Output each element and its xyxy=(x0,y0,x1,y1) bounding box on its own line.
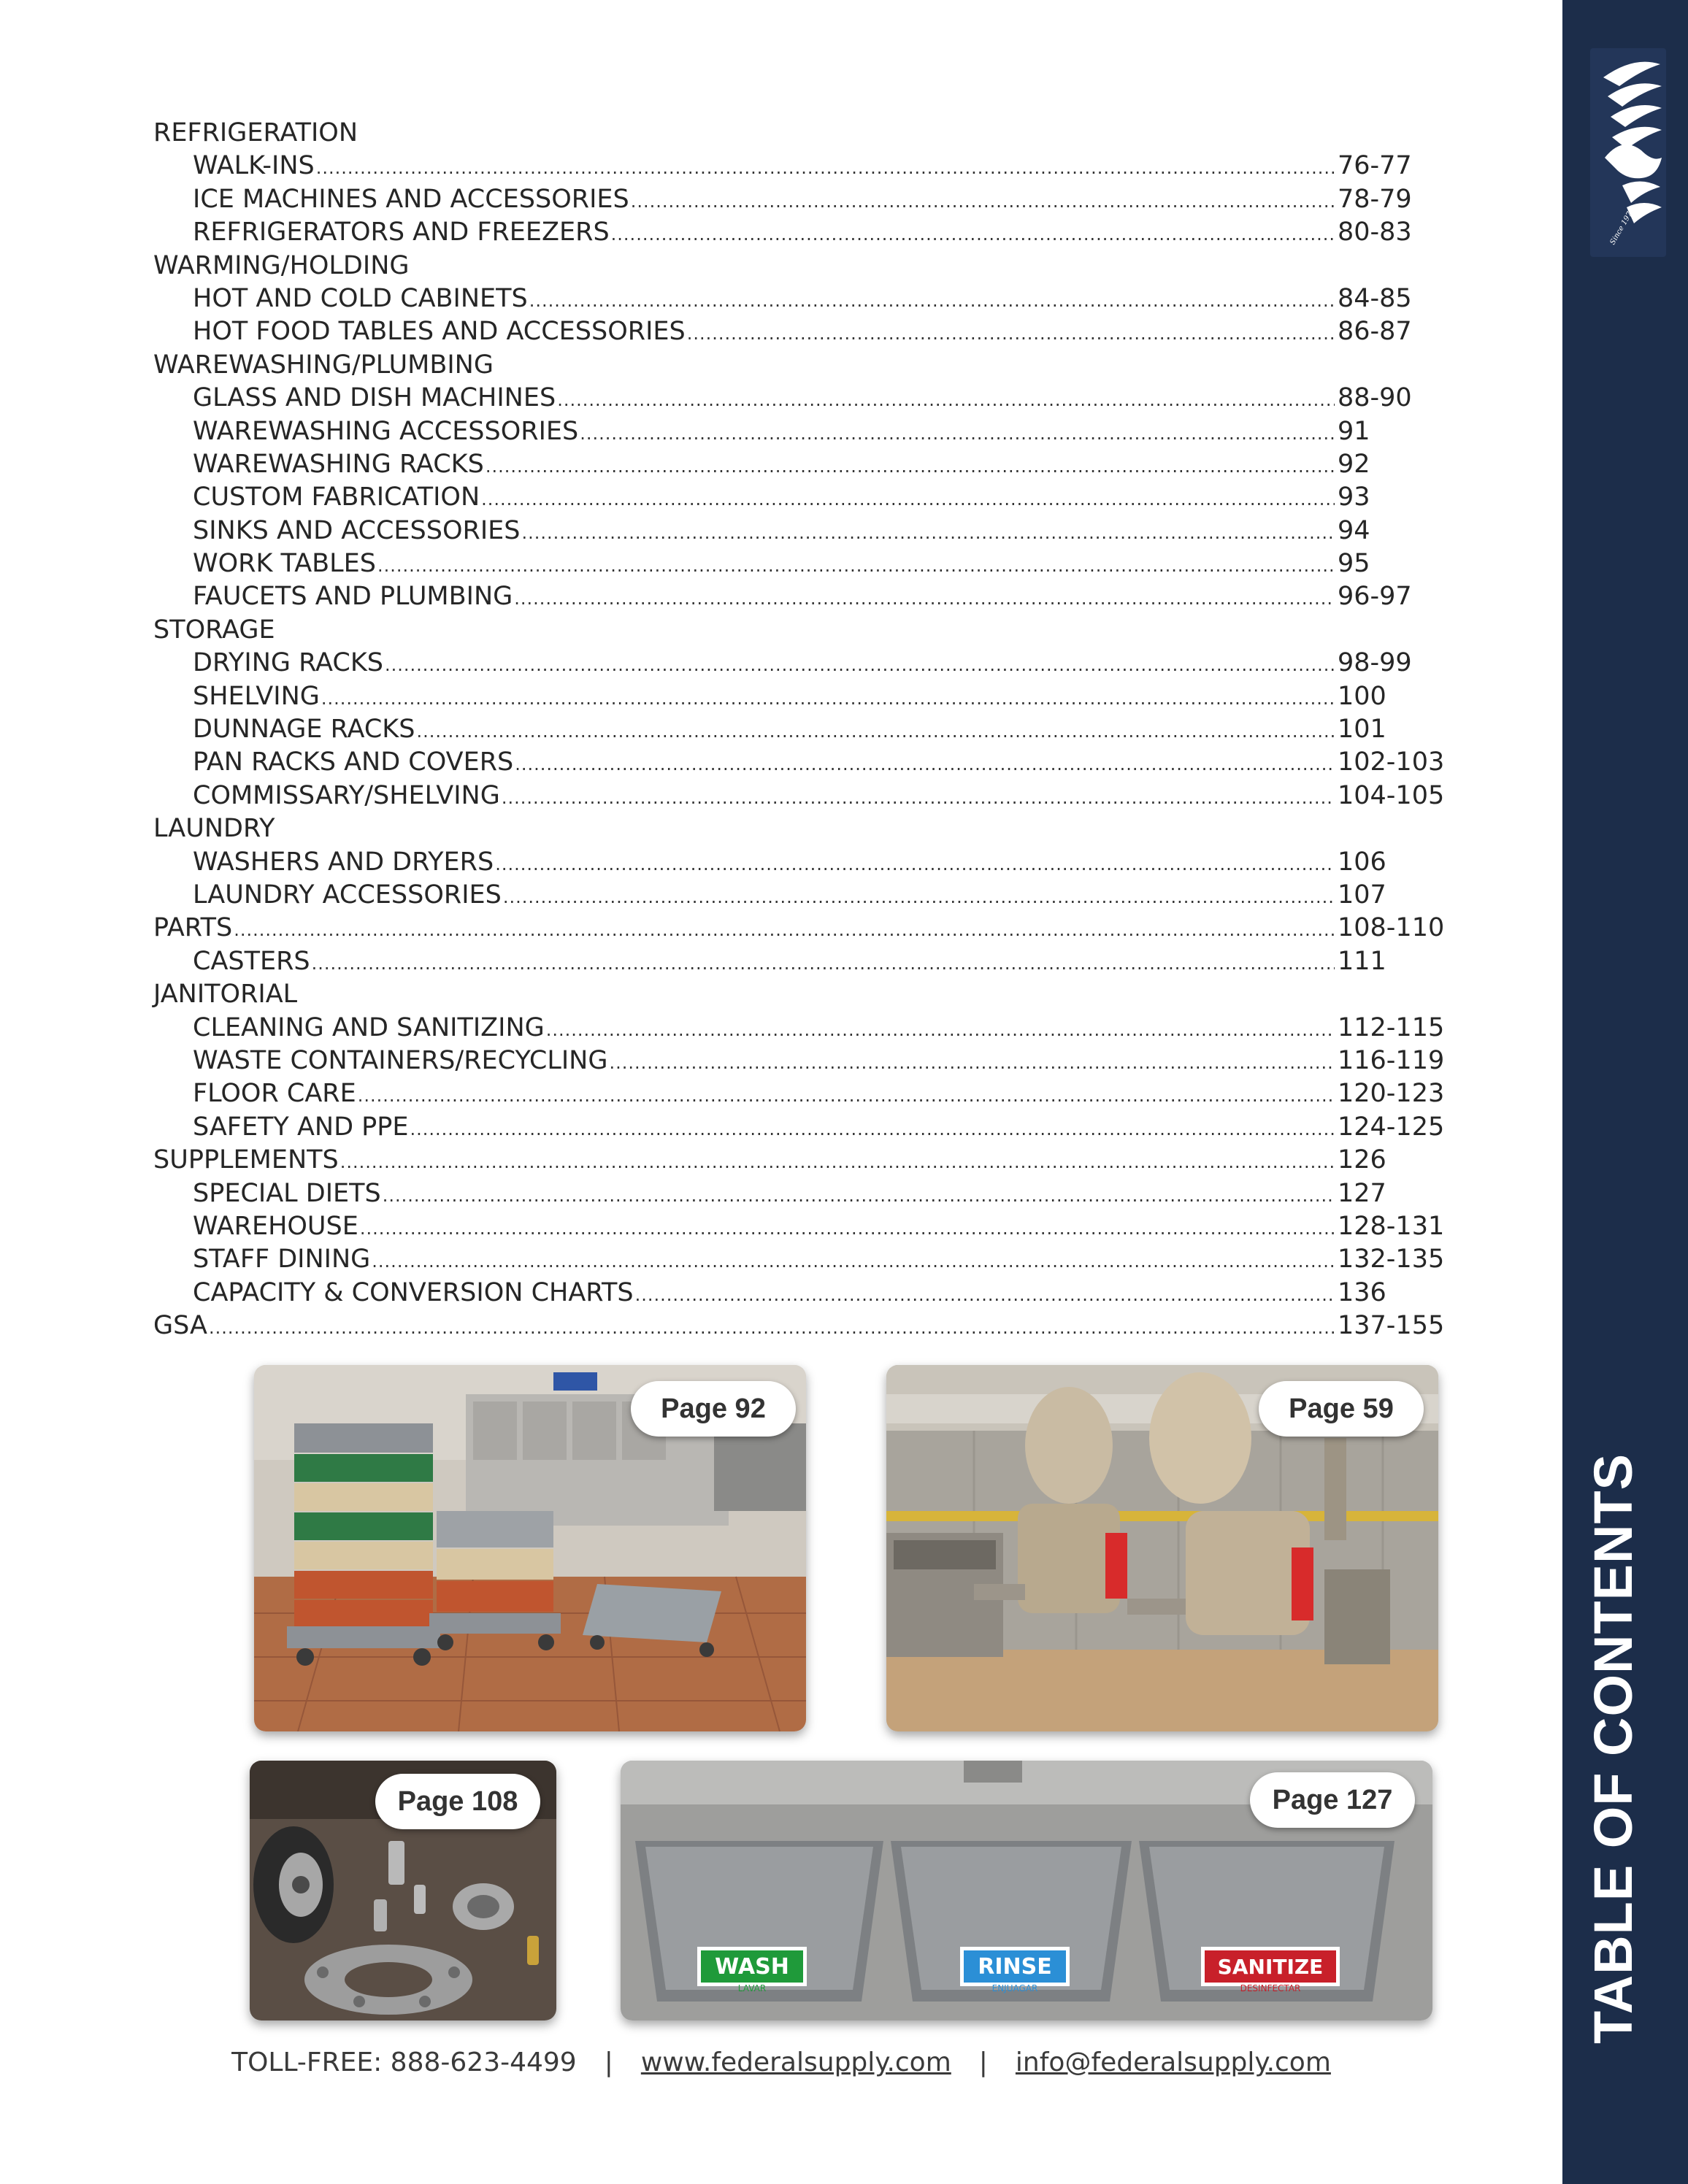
toc-entry-label: SPECIAL DIETS xyxy=(193,1178,381,1208)
toc-subentry xyxy=(153,1243,1445,1276)
dot-leader xyxy=(321,680,1335,715)
photo-wash-rinse-sanitize-bins xyxy=(621,1761,1432,2020)
toc-entry-label: CASTERS xyxy=(193,946,310,976)
toll-free-phone: TOLL-FREE: 888-623-4499 xyxy=(231,2048,577,2077)
toc-section-heading xyxy=(153,912,1445,945)
page-badge: Page 59 xyxy=(1259,1381,1424,1437)
dot-leader xyxy=(609,1045,1335,1080)
dot-leader xyxy=(316,150,1335,185)
toc-entry-label: DRYING RACKS xyxy=(193,648,383,678)
table-of-contents xyxy=(153,117,1445,1342)
toc-entry-label: WAREHOUSE xyxy=(193,1211,358,1241)
toc-section-heading xyxy=(153,812,1438,845)
photo-warewashing-racks xyxy=(254,1365,806,1731)
page-badge: Page 92 xyxy=(631,1381,796,1437)
dot-leader xyxy=(546,1012,1335,1047)
svg-text:SANITIZE: SANITIZE xyxy=(1217,1955,1324,1979)
toc-entry-label: PARTS xyxy=(153,913,233,943)
toc-entry-label: DUNNAGE RACKS xyxy=(193,715,415,745)
page-title: TABLE OF CONTENTS xyxy=(1583,1453,1643,2044)
toc-page-number: 107 xyxy=(1338,880,1386,910)
dot-leader xyxy=(635,1277,1335,1312)
toc-entry-label: SAFETY AND PPE xyxy=(193,1112,409,1142)
toc-page-number: 120-123 xyxy=(1338,1079,1445,1109)
toc-page-number: 94 xyxy=(1338,515,1370,545)
dot-leader xyxy=(377,547,1335,582)
toc-page-number: 98-99 xyxy=(1338,648,1412,678)
toc-page-number: 80-83 xyxy=(1338,218,1412,247)
dot-leader xyxy=(209,1310,1335,1345)
toc-page-number: 76-77 xyxy=(1338,151,1412,181)
toc-subentry xyxy=(153,216,1438,249)
dot-leader xyxy=(383,1177,1335,1212)
toc-page-number: 108-110 xyxy=(1338,913,1445,943)
dot-leader xyxy=(416,713,1335,748)
toc-page-number: 128-131 xyxy=(1338,1211,1445,1241)
toc-page-number: 86-87 xyxy=(1338,317,1412,347)
svg-text:WASH: WASH xyxy=(715,1954,789,1980)
toc-entry-label: WALK-INS xyxy=(193,151,315,181)
dot-leader xyxy=(515,746,1335,781)
toc-page-number: 92 xyxy=(1338,449,1370,479)
email-link[interactable]: info@federalsupply.com xyxy=(1015,2048,1331,2077)
toc-subentry xyxy=(153,746,1445,779)
toc-subentry xyxy=(153,448,1438,481)
toc-subentry xyxy=(153,415,1438,448)
toc-entry-label: WAREWASHING ACCESSORIES xyxy=(193,416,579,446)
toc-entry-label: GLASS AND DISH MACHINES xyxy=(193,383,556,413)
toc-subentry xyxy=(153,1077,1445,1110)
dot-leader xyxy=(503,879,1335,914)
dot-leader xyxy=(312,945,1335,980)
toc-section-heading xyxy=(153,349,1438,382)
toc-page-number: 88-90 xyxy=(1338,383,1412,413)
toc-entry-label: REFRIGERATORS AND FREEZERS xyxy=(193,218,610,247)
toc-page-number: 95 xyxy=(1338,549,1370,579)
dot-leader xyxy=(502,780,1335,815)
page-badge: Page 108 xyxy=(375,1774,540,1829)
toc-subentry xyxy=(153,647,1438,680)
toc-page-number: 106 xyxy=(1338,847,1386,877)
dot-leader xyxy=(495,846,1335,881)
toc-subentry xyxy=(153,713,1438,746)
toc-page-number: 127 xyxy=(1338,1178,1386,1208)
svg-text:RINSE: RINSE xyxy=(978,1954,1052,1980)
dot-leader xyxy=(529,282,1335,318)
toc-subentry xyxy=(153,580,1438,613)
dot-leader xyxy=(486,448,1335,483)
toc-entry-label: FLOOR CARE xyxy=(193,1079,356,1109)
toc-subentry xyxy=(153,1177,1438,1210)
toc-entry-label: LAUNDRY ACCESSORIES xyxy=(193,880,502,910)
toc-entry-label: GSA xyxy=(153,1311,207,1341)
toc-page-number: 93 xyxy=(1338,482,1370,512)
toc-section-heading xyxy=(153,250,1438,282)
toc-subentry xyxy=(153,150,1438,182)
toc-entry-label: COMMISSARY/SHELVING xyxy=(193,780,500,810)
brand-logo xyxy=(1590,48,1666,257)
toc-section-heading xyxy=(153,1144,1438,1177)
toc-entry-label: JANITORIAL xyxy=(153,980,298,1010)
toc-page-number: 96-97 xyxy=(1338,582,1412,612)
footer-separator: | xyxy=(978,2048,988,2077)
toc-entry-label: HOT AND COLD CABINETS xyxy=(193,283,528,313)
dot-leader xyxy=(340,1144,1335,1179)
dot-leader xyxy=(234,912,1335,947)
toc-page-number: 78-79 xyxy=(1338,184,1412,214)
toc-entry-label: CAPACITY & CONVERSION CHARTS xyxy=(193,1277,634,1307)
dot-leader xyxy=(372,1243,1335,1278)
dot-leader xyxy=(631,183,1335,218)
toc-subentry xyxy=(153,315,1438,348)
toc-entry-label: ICE MACHINES AND ACCESSORIES xyxy=(193,184,629,214)
toc-page-number: 132-135 xyxy=(1338,1245,1445,1274)
toc-entry-label: REFRIGERATION xyxy=(153,118,358,147)
website-link[interactable]: www.federalsupply.com xyxy=(640,2048,951,2077)
toc-subentry xyxy=(153,879,1438,912)
toc-entry-label: HOT FOOD TABLES AND ACCESSORIES xyxy=(193,317,686,347)
toc-section-heading xyxy=(153,117,1438,150)
dot-leader xyxy=(410,1111,1335,1146)
toc-entry-label: WASTE CONTAINERS/RECYCLING xyxy=(193,1045,608,1075)
dot-leader xyxy=(611,216,1335,251)
dot-leader xyxy=(385,647,1335,682)
toc-entry-label: WAREWASHING RACKS xyxy=(193,449,484,479)
svg-text:DESINFECTAR: DESINFECTAR xyxy=(1240,1983,1301,1993)
toc-section-heading xyxy=(153,1310,1445,1342)
toc-subentry xyxy=(153,680,1438,713)
toc-subentry xyxy=(153,780,1445,812)
toc-subentry xyxy=(153,183,1438,216)
toc-entry-label: STORAGE xyxy=(153,615,275,645)
toc-page-number: 100 xyxy=(1338,681,1386,711)
toc-page-number: 104-105 xyxy=(1338,780,1445,810)
svg-text:ENJUAGAR: ENJUAGAR xyxy=(991,1983,1038,1993)
toc-page-number: 126 xyxy=(1338,1145,1386,1175)
toc-page-number: 111 xyxy=(1338,946,1386,976)
toc-entry-label: CLEANING AND SANITIZING xyxy=(193,1012,545,1042)
dot-leader xyxy=(557,382,1335,417)
toc-page-number: 84-85 xyxy=(1338,283,1412,313)
eagle-logo-icon xyxy=(1590,48,1666,257)
footer-separator: | xyxy=(604,2048,613,2077)
toc-page-number: 116-119 xyxy=(1338,1045,1445,1075)
page-badge: Page 127 xyxy=(1250,1772,1415,1828)
svg-text:Since 1978: Since 1978 xyxy=(1608,206,1637,247)
toc-subentry xyxy=(153,481,1438,514)
toc-entry-label: CUSTOM FABRICATION xyxy=(193,482,480,512)
dot-leader xyxy=(514,580,1335,615)
toc-entry-label: WASHERS AND DRYERS xyxy=(193,847,494,877)
dot-leader xyxy=(580,415,1335,450)
toc-entry-label: FAUCETS AND PLUMBING xyxy=(193,582,513,612)
toc-subentry xyxy=(153,846,1438,879)
dot-leader xyxy=(360,1210,1335,1245)
toc-page-number: 102-103 xyxy=(1338,747,1445,777)
toc-section-heading xyxy=(153,978,1438,1011)
photo-steam-kettles xyxy=(886,1365,1438,1731)
footer xyxy=(0,2048,1562,2077)
dot-leader xyxy=(522,515,1335,550)
toc-entry-label: SINKS AND ACCESSORIES xyxy=(193,515,521,545)
toc-page-number: 112-115 xyxy=(1338,1012,1445,1042)
toc-page-number: 137-155 xyxy=(1338,1311,1445,1341)
toc-subentry xyxy=(153,515,1438,547)
toc-subentry xyxy=(153,1012,1445,1045)
toc-entry-label: STAFF DINING xyxy=(193,1245,371,1274)
toc-subentry xyxy=(153,1210,1445,1243)
toc-section-heading xyxy=(153,614,1438,647)
toc-subentry xyxy=(153,547,1438,580)
toc-subentry xyxy=(153,1111,1445,1144)
toc-entry-label: WARMING/HOLDING xyxy=(153,250,410,280)
toc-subentry xyxy=(153,382,1438,415)
toc-entry-label: WAREWASHING/PLUMBING xyxy=(153,350,494,380)
toc-entry-label: LAUNDRY xyxy=(153,814,275,844)
toc-page-number: 91 xyxy=(1338,416,1370,446)
dot-leader xyxy=(358,1077,1335,1112)
toc-subentry xyxy=(153,1277,1438,1310)
toc-subentry xyxy=(153,945,1438,978)
toc-entry-label: SUPPLEMENTS xyxy=(153,1145,339,1175)
toc-subentry xyxy=(153,1045,1445,1077)
toc-entry-label: PAN RACKS AND COVERS xyxy=(193,747,514,777)
photo-parts xyxy=(250,1761,556,2020)
toc-page-number: 124-125 xyxy=(1338,1112,1445,1142)
svg-text:LAVAR: LAVAR xyxy=(737,1983,767,1993)
toc-subentry xyxy=(153,282,1438,315)
toc-entry-label: SHELVING xyxy=(193,681,320,711)
toc-entry-label: WORK TABLES xyxy=(193,549,376,579)
dot-leader xyxy=(687,315,1335,350)
dot-leader xyxy=(481,481,1335,516)
toc-page-number: 101 xyxy=(1338,715,1386,745)
toc-page-number: 136 xyxy=(1338,1277,1386,1307)
